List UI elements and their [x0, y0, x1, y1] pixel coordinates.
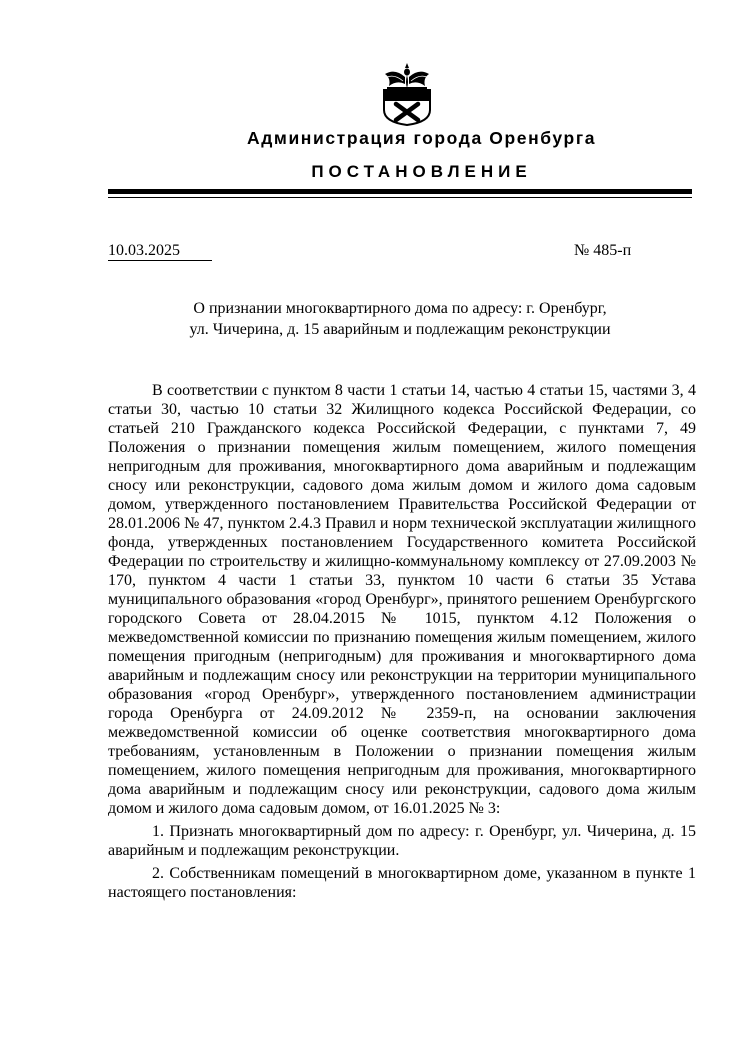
title-line-1: О признании многоквартирного дома по адресу: г. Оренбург, — [193, 300, 607, 317]
document-title — [108, 298, 692, 340]
item-1-paragraph: 1. Признать многоквартирный дом по адресу: г. Оренбург, ул. Чичерина, д. 15 аварийным и подлежащим реконструкции. — [108, 823, 696, 859]
item-2-paragraph: 2. Собственникам помещений в многоквартирном доме, указанном в пункте 1 настоящего постановления: — [108, 865, 696, 901]
title-line-2: ул. Чичерина, д. 15 аварийным и подлежащим реконструкции — [189, 321, 611, 338]
document-type: ПОСТАНОВЛЕНИЕ — [311, 162, 532, 181]
header-divider-thick — [108, 189, 692, 194]
organization-name: Администрация города Оренбурга — [246, 128, 597, 148]
header-divider-thin — [108, 197, 692, 198]
preamble-paragraph: В соответствии с пунктом 8 части 1 статьи 14, частью 4 статьи 15, частями 3, 4 статьи 30, частью 10 статьи 32 Жилищного кодекса Российской Федерации, со статьей 210 Гражданского кодекса Российской Федерации, с пунктами 7, 49 Положения о признании помещения жилым помещением, жилого помещения непригодным для проживания, многоквартирного дома аварийным и подлежащим сносу или реконструкции, садового дома жилым домом и жилого дома садовым домом, утвержденного постановлением Правительства Российской Федерации от 28.01.2006 № 47, пунктом 2.4.3 Правил и норм технической эксплуатации жилищного фонда, утвержденных постановлением Государственного комитета Российской Федерации по строительству и жилищно-коммунальному комплексу от 27.09.2003 № 170, пунктом 4 части 1 статьи 33, пунктом 10 части 6 статьи 35 Устава муниципального образования «город Оренбург», принятого решением Оренбургского городского Совета от 28.04.2015 № 1015, пунктом 4.12 Положения о межведомственной комиссии по признанию помещения жилым помещением, жилого помещения пригодным (непригодным) для проживания и многоквартирного дома аварийным и подлежащим сносу или реконструкции на территории муниципального образования «город Оренбург», утвержденного постановлением администрации города Оренбурга от 24.09.2012 № 2359-п, на основании заключения межведомственной комиссии об оценке соответствия многоквартирного дома требованиям, установленным в Положении о признании помещения жилым помещением, жилого помещения непригодным для проживания, многоквартирного дома аварийным и подлежащим сносу или реконструкции, садового дома жилым домом и жилого дома садовым домом, от 16.01.2025 № 3: — [108, 382, 696, 817]
document-number: № 485-п — [574, 242, 632, 259]
document-date: 10.03.2025 — [108, 242, 212, 261]
document-body — [108, 381, 696, 902]
orenburg-coat-of-arms-icon — [381, 60, 433, 126]
